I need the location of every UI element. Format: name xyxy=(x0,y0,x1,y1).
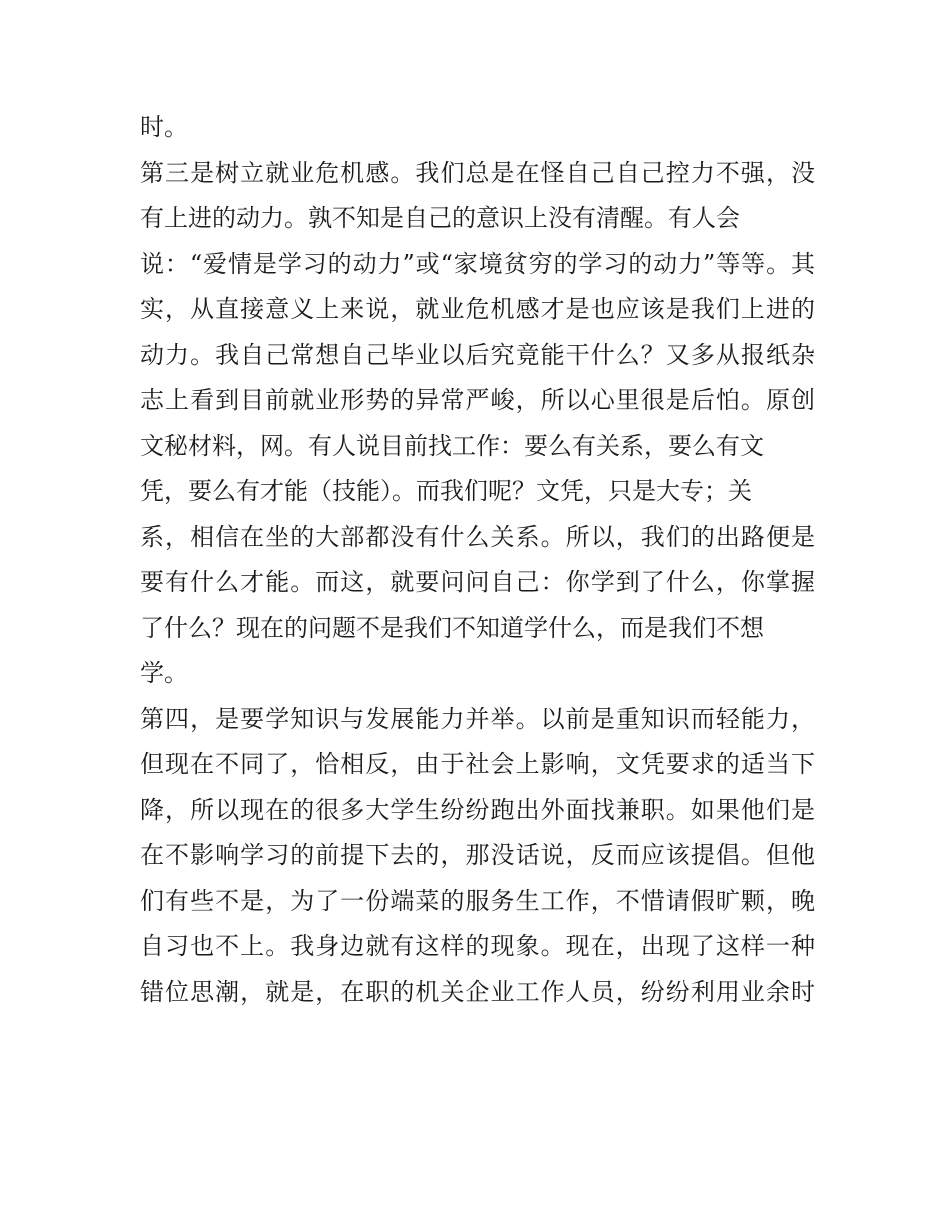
text-line: 有上进的动力。孰不知是自己的意识上没有清醒。有人会 xyxy=(140,204,740,232)
text-line: 文秘材料，网。有人说目前找工作：要么有关系，要么有文 xyxy=(140,431,764,460)
text-line: 但现在不同了，恰相反，由于社会上影响，文凭要求的适当下 xyxy=(140,750,815,778)
text-line: 学。 xyxy=(140,659,188,687)
text-line: 实，从直接意义上来说，就业危机感才是也应该是我们上进的 xyxy=(140,295,815,323)
text-line: 降，所以现在的很多大学生纷纷跑出外面找兼职。如果他们是 xyxy=(140,795,815,824)
text-line: 第四，是要学知识与发展能力并举。以前是重知识而轻能力， xyxy=(140,704,815,733)
text-line: 要有什么才能。而这，就要问问自己：你学到了什么，你掌握 xyxy=(140,568,815,596)
text-line: 凭，要么有才能（技能）。而我们呢？文凭，只是大专；关 xyxy=(140,477,752,505)
text-line: 动力。我自己常想自己毕业以后究竟能干什么？又多从报纸杂 xyxy=(140,340,815,369)
text-line: 在不影响学习的前提下去的，那没话说，反而应该提倡。但他 xyxy=(140,841,815,869)
text-line: 了什么？现在的问题不是我们不知道学什么，而是我们不想 xyxy=(140,613,764,642)
document-body xyxy=(140,105,815,1015)
text-line: 志上看到目前就业形势的异常严峻，所以心里很是后怕。原创 xyxy=(140,386,815,414)
text-line: 说：“爱情是学习的动力”或“家境贫穷的学习的动力”等等。其 xyxy=(140,249,815,278)
text-line: 时。 xyxy=(140,113,188,141)
text-line: 错位思潮，就是，在职的机关企业工作人员，纷纷利用业余时 xyxy=(140,977,815,1006)
text-line: 们有些不是，为了一份端菜的服务生工作，不惜请假旷颗，晚 xyxy=(140,886,815,915)
text-line: 自习也不上。我身边就有这样的现象。现在，出现了这样一种 xyxy=(140,932,815,960)
text-line: 系，相信在坐的大部都没有什么关系。所以，我们的出路便是 xyxy=(140,522,815,551)
text-line: 第三是树立就业危机感。我们总是在怪自己自己控力不强，没 xyxy=(140,158,815,187)
